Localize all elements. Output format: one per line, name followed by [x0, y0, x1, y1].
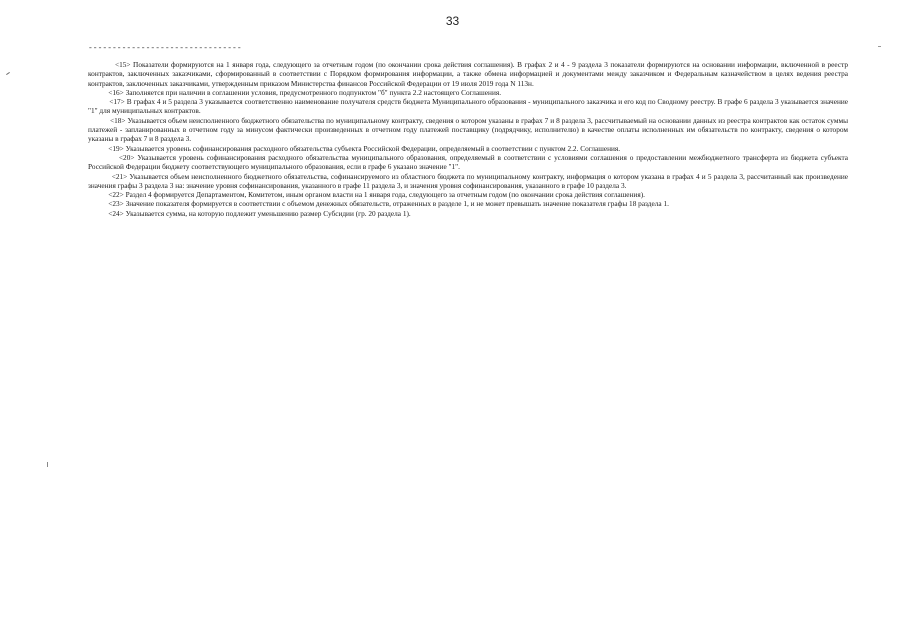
- footnote-18: <18> Указывается объем неисполненного бюджетного обязательства по муниципальному контракту, сведения о котором указаны в графах 7 и 8 раздела 3, рассчитываемый на основании данных из реестра контрактов как остаток суммы платежей - запланированных в отчетном году за минусом фактически произведенных в отчетном году платежей поставщику (подрядчику, исполнителю) в качестве оплаты исполненных им обязательств по контракту, сведения о котором указаны в графах 7 и 8 раздела 3.: [88, 115, 848, 144]
- scan-mark: [6, 72, 10, 75]
- footnote-22: <22> Раздел 4 формируется Департаментом, Комитетом, иным органом власти на 1 января года, следующего за отчетным годом (по окончании срока действия соглашения).: [90, 190, 645, 200]
- footnote-separator: --------------------------------: [88, 44, 242, 53]
- footnote-21: <21> Указывается объем неисполненного бюджетного обязательства, софинансируемого из областного бюджета по муниципальному контракту, информация о котором указана в графах 4 и 5 раздела 3, рассчитанный как произведение значения графы 3 раздела 3 на: значение уровня софинансирования, указанного в графе 11 раздела 3, и значения уровня софинансирования, указанного в графе 10 раздела 3.: [88, 171, 848, 190]
- page-number: 33: [445, 14, 460, 28]
- scan-mark: [47, 462, 48, 467]
- footnote-16: <16> Заполняется при наличии в соглашении условия, предусмотренного подпунктом "б" пункта 2.2 настоящего Соглашения.: [90, 87, 502, 97]
- footnotes-block: [88, 60, 848, 218]
- footnote-23: <23> Значение показателя формируется в соответствии с объемом денежных обязательств, отраженных в разделе 1, и не может превышать значение показателя графы 18 раздела 1.: [90, 199, 669, 209]
- scan-mark: [878, 46, 881, 47]
- footnote-24: <24> Указывается сумма, на которую подлежит уменьшению размер Субсидии (гр. 20 раздела 1).: [90, 208, 411, 218]
- footnote-19: <19> Указывается уровень софинансирования расходного обязательства субъекта Российской Федерации, определяемый в соответствии с пунктом 2.2. Соглашения.: [90, 143, 621, 153]
- footnote-15: <15> Показатели формируются на 1 января года, следующего за отчетным годом (по окончании срока действия соглашения). В графах 2 и 4 - 9 раздела 3 показатели формируются на основании информации, включенной в реестр контрактов, заключенных заказчиками, сформированный в соответствии с Порядком формирования информации, а также обмена информацией и документами между заказчиком и Федеральным казначейством в целях ведения реестра контрактов, заключенных заказчиками, утвержденным приказом Министерства финансов Российской Федерации от 19 июля 2019 года N 113н.: [88, 60, 848, 88]
- footnote-20: <20> Указывается уровень софинансирования расходного обязательства муниципального образования, определяемый в соответствии с условиями соглашения о предоставлении межбюджетного трансферта из бюджета субъекта Российской Федерации бюджету соответствующего муниципального образования, если в графе 6 указано значение "1".: [88, 152, 848, 172]
- footnote-17: <17> В графах 4 и 5 раздела 3 указывается соответственно наименование получателя средств бюджета Муниципального образования - муниципального заказчика и его код по Сводному реестру. В графе 6 раздела 3 указывается значение "1" для муниципальных контрактов.: [88, 97, 848, 116]
